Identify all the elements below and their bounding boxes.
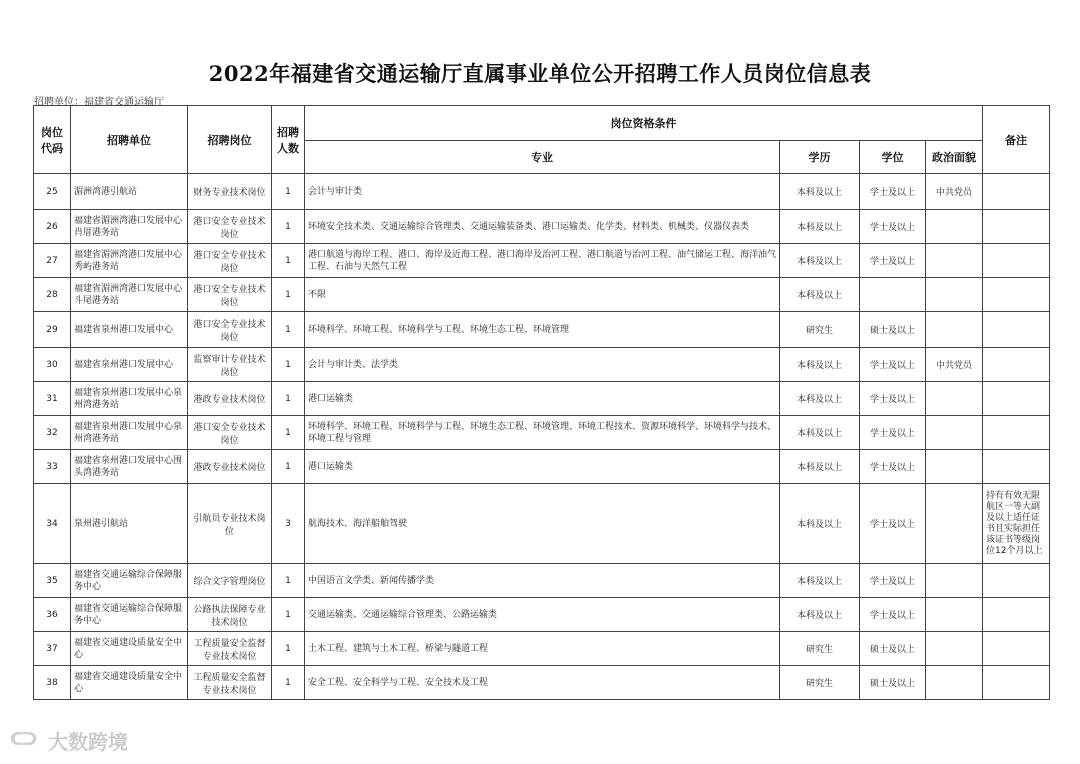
cell-count: 1 (272, 416, 305, 450)
cell-post: 监察审计专业技术岗位 (188, 348, 272, 382)
cell-note (983, 348, 1050, 382)
cell-code: 30 (34, 348, 71, 382)
cell-count: 1 (272, 382, 305, 416)
header-qualifications: 岗位资格条件 (305, 106, 983, 141)
cell-politics (926, 382, 983, 416)
table-row (34, 598, 1050, 632)
cell-degree: 硕士及以上 (860, 632, 926, 666)
cell-education: 本科及以上 (780, 450, 860, 484)
cell-post: 工程质量安全监督专业技术岗位 (188, 632, 272, 666)
cell-post: 港口安全专业技术岗位 (188, 416, 272, 450)
table-row (34, 484, 1050, 564)
cell-degree: 学士及以上 (860, 348, 926, 382)
cell-education: 研究生 (780, 312, 860, 348)
cell-major: 交通运输类、交通运输综合管理类、公路运输类 (305, 598, 780, 632)
cell-unit: 福建省交通运输综合保障服务中心 (71, 598, 188, 632)
cell-major: 土木工程、建筑与土木工程、桥梁与隧道工程 (305, 632, 780, 666)
table-row (34, 348, 1050, 382)
cell-code: 29 (34, 312, 71, 348)
cell-code: 26 (34, 210, 71, 244)
cell-unit: 福建省湄洲湾港口发展中心肖厝港务站 (71, 210, 188, 244)
cell-note (983, 416, 1050, 450)
cell-count: 1 (272, 174, 305, 210)
cell-code: 34 (34, 484, 71, 564)
cell-unit: 福建省交通建设质量安全中心 (71, 632, 188, 666)
cell-unit: 福建省交通建设质量安全中心 (71, 666, 188, 700)
cell-education: 本科及以上 (780, 564, 860, 598)
header-post: 招聘岗位 (188, 106, 272, 174)
cell-count: 1 (272, 278, 305, 312)
cell-degree: 学士及以上 (860, 416, 926, 450)
cell-code: 33 (34, 450, 71, 484)
cell-degree: 学士及以上 (860, 598, 926, 632)
cell-major: 会计与审计类、法学类 (305, 348, 780, 382)
cell-count: 1 (272, 598, 305, 632)
cell-unit: 福建省泉州港口发展中心围头湾港务站 (71, 450, 188, 484)
cell-degree: 学士及以上 (860, 382, 926, 416)
watermark-logo-icon: ᑕᑐ (10, 728, 36, 750)
cell-post: 港政专业技术岗位 (188, 382, 272, 416)
table-row (34, 450, 1050, 484)
cell-post: 引航员专业技术岗位 (188, 484, 272, 564)
cell-code: 31 (34, 382, 71, 416)
cell-count: 1 (272, 244, 305, 278)
table-row (34, 278, 1050, 312)
cell-count: 3 (272, 484, 305, 564)
cell-code: 28 (34, 278, 71, 312)
cell-code: 37 (34, 632, 71, 666)
cell-unit: 福建省泉州港口发展中心 (71, 348, 188, 382)
cell-politics (926, 244, 983, 278)
cell-major: 港口运输类 (305, 450, 780, 484)
cell-note (983, 450, 1050, 484)
cell-note (983, 564, 1050, 598)
cell-major: 环境科学、环境工程、环境科学与工程、环境生态工程、环境管理、环境工程技术、资源环境科学、环境科学与技术、环境工程与管理 (305, 416, 780, 450)
table-row (34, 210, 1050, 244)
cell-code: 38 (34, 666, 71, 700)
cell-unit: 湄洲湾港引航站 (71, 174, 188, 210)
cell-count: 1 (272, 666, 305, 700)
cell-politics: 中共党员 (926, 174, 983, 210)
cell-politics (926, 598, 983, 632)
cell-politics (926, 484, 983, 564)
cell-unit: 福建省交通运输综合保障服务中心 (71, 564, 188, 598)
cell-post: 港政专业技术岗位 (188, 450, 272, 484)
cell-politics (926, 312, 983, 348)
header-major: 专业 (305, 141, 780, 174)
cell-count: 1 (272, 210, 305, 244)
cell-major: 环境安全技术类、交通运输综合管理类、交通运输装备类、港口运输类、化学类、材料类、机械类、仪器仪表类 (305, 210, 780, 244)
cell-degree: 硕士及以上 (860, 312, 926, 348)
cell-code: 32 (34, 416, 71, 450)
cell-post: 港口安全专业技术岗位 (188, 312, 272, 348)
cell-unit: 泉州港引航站 (71, 484, 188, 564)
cell-education: 本科及以上 (780, 210, 860, 244)
cell-politics (926, 210, 983, 244)
cell-note (983, 174, 1050, 210)
cell-degree: 学士及以上 (860, 210, 926, 244)
cell-politics (926, 450, 983, 484)
cell-count: 1 (272, 312, 305, 348)
cell-note (983, 210, 1050, 244)
cell-count: 1 (272, 450, 305, 484)
cell-post: 港口安全专业技术岗位 (188, 278, 272, 312)
cell-major: 港口航道与海岸工程、港口、海岸及近海工程、港口海岸及治河工程、港口航道与治河工程、油气储运工程、海洋油气工程、石油与天然气工程 (305, 244, 780, 278)
cell-note: 持有有效无限航区一等大副及以上适任证书且实际担任该证书等级岗位12个月以上 (983, 484, 1050, 564)
cell-post: 综合文字管理岗位 (188, 564, 272, 598)
table-row (34, 666, 1050, 700)
header-education: 学历 (780, 141, 860, 174)
cell-count: 1 (272, 564, 305, 598)
cell-major: 不限 (305, 278, 780, 312)
page-title: 2022年福建省交通运输厅直属事业单位公开招聘工作人员岗位信息表 (208, 61, 872, 86)
cell-education: 本科及以上 (780, 174, 860, 210)
table-row (34, 244, 1050, 278)
header-note: 备注 (983, 106, 1050, 174)
header-politics: 政治面貌 (926, 141, 983, 174)
cell-major: 港口运输类 (305, 382, 780, 416)
cell-note (983, 312, 1050, 348)
cell-major: 安全工程、安全科学与工程、安全技术及工程 (305, 666, 780, 700)
cell-politics (926, 278, 983, 312)
cell-unit: 福建省湄洲湾港口发展中心斗尾港务站 (71, 278, 188, 312)
table-row (34, 312, 1050, 348)
cell-code: 27 (34, 244, 71, 278)
cell-degree: 学士及以上 (860, 484, 926, 564)
cell-education: 研究生 (780, 666, 860, 700)
cell-post: 工程质量安全监督专业技术岗位 (188, 666, 272, 700)
cell-education: 本科及以上 (780, 244, 860, 278)
cell-code: 35 (34, 564, 71, 598)
table-row (34, 632, 1050, 666)
cell-note (983, 244, 1050, 278)
cell-major: 会计与审计类 (305, 174, 780, 210)
cell-count: 1 (272, 632, 305, 666)
cell-education: 本科及以上 (780, 598, 860, 632)
watermark-text: 大数跨境 (48, 730, 128, 754)
cell-education: 本科及以上 (780, 416, 860, 450)
table-row (34, 174, 1050, 210)
cell-politics: 中共党员 (926, 348, 983, 382)
cell-note (983, 598, 1050, 632)
position-table (33, 105, 1050, 700)
cell-politics (926, 632, 983, 666)
cell-politics (926, 564, 983, 598)
cell-education: 研究生 (780, 632, 860, 666)
cell-degree: 学士及以上 (860, 564, 926, 598)
cell-degree: 学士及以上 (860, 244, 926, 278)
table-row (34, 416, 1050, 450)
cell-education: 本科及以上 (780, 382, 860, 416)
cell-post: 财务专业技术岗位 (188, 174, 272, 210)
cell-unit: 福建省泉州港口发展中心泉州湾港务站 (71, 416, 188, 450)
cell-degree: 学士及以上 (860, 450, 926, 484)
cell-note (983, 666, 1050, 700)
cell-count: 1 (272, 348, 305, 382)
table-row (34, 564, 1050, 598)
cell-education: 本科及以上 (780, 348, 860, 382)
cell-major: 环境科学、环境工程、环境科学与工程、环境生态工程、环境管理 (305, 312, 780, 348)
cell-unit: 福建省泉州港口发展中心 (71, 312, 188, 348)
cell-note (983, 278, 1050, 312)
cell-unit: 福建省湄洲湾港口发展中心秀屿港务站 (71, 244, 188, 278)
cell-degree: 学士及以上 (860, 174, 926, 210)
cell-major: 中国语言文学类、新闻传播学类 (305, 564, 780, 598)
table-row (34, 382, 1050, 416)
header-count: 招聘人数 (272, 106, 305, 174)
cell-post: 港口安全专业技术岗位 (188, 210, 272, 244)
cell-note (983, 632, 1050, 666)
header-degree: 学位 (860, 141, 926, 174)
cell-major: 航海技术、海洋船舶驾驶 (305, 484, 780, 564)
cell-education: 本科及以上 (780, 484, 860, 564)
cell-unit: 福建省泉州港口发展中心泉州湾港务站 (71, 382, 188, 416)
header-code: 岗位代码 (34, 106, 71, 174)
cell-education: 本科及以上 (780, 278, 860, 312)
cell-post: 港口安全专业技术岗位 (188, 244, 272, 278)
recruiting-unit-label: 招聘单位：福建省交通运输厅 (34, 97, 164, 108)
watermark (10, 726, 128, 755)
cell-code: 25 (34, 174, 71, 210)
header-unit: 招聘单位 (71, 106, 188, 174)
cell-post: 公路执法保障专业技术岗位 (188, 598, 272, 632)
cell-politics (926, 416, 983, 450)
cell-code: 36 (34, 598, 71, 632)
cell-politics (926, 666, 983, 700)
cell-note (983, 382, 1050, 416)
cell-degree: 硕士及以上 (860, 666, 926, 700)
cell-degree (860, 278, 926, 312)
